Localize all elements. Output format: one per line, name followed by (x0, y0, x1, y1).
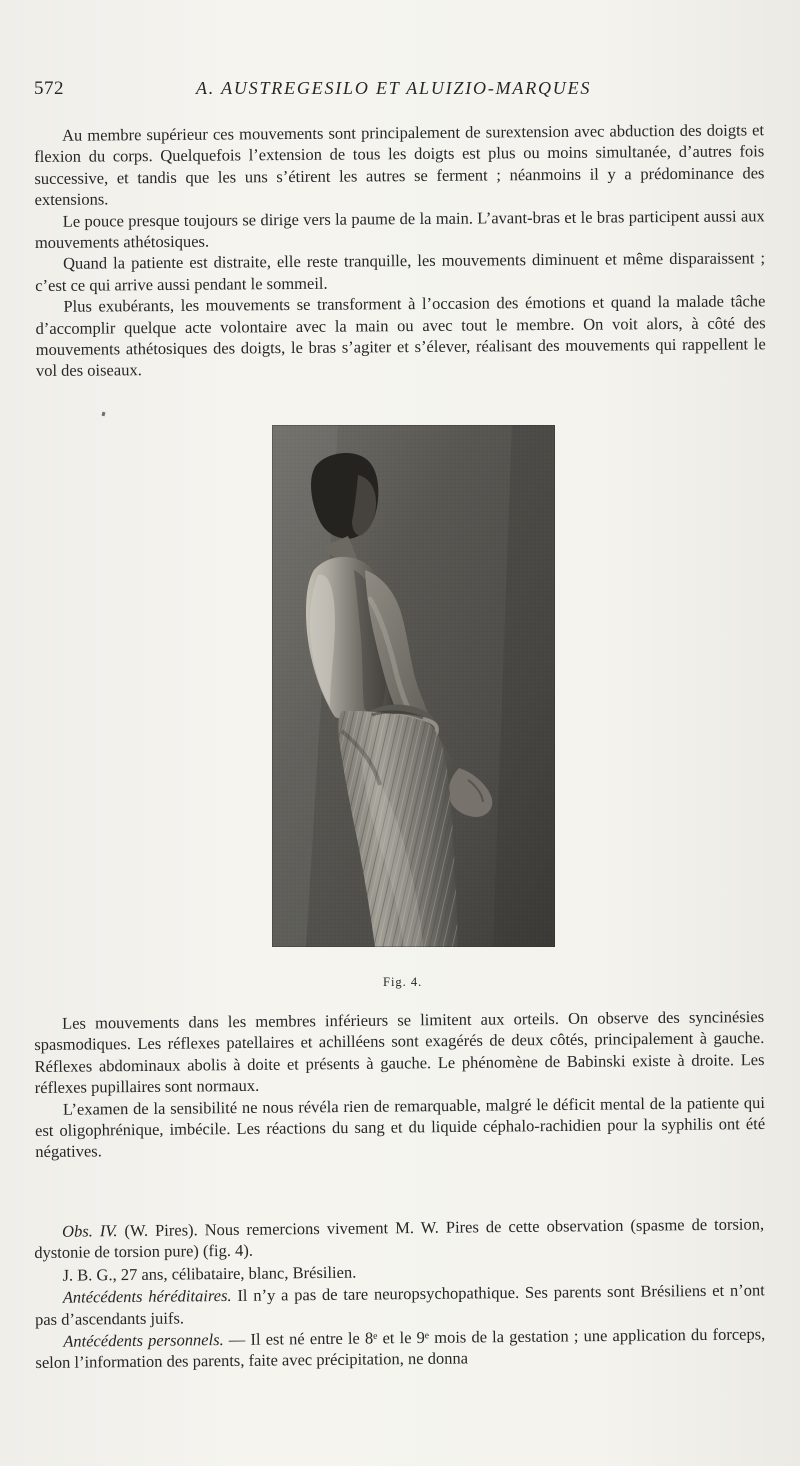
page-number: 572 (34, 78, 64, 99)
paragraph-text: Quand la patiente est distraite, elle reste tranquille, les mouvements diminuent et même disparaissent ; c’est ce qui arrive aussi pendant le sommeil. (35, 248, 766, 295)
paragraph-text: Les mouvements dans les membres inférieurs se limitent aux orteils. On observe des syncinésies spasmodiques. Les réflexes patellaires et achilléens sont exagérés de deux côtés, principalement à gauche. Réflexes abdominaux abolis à doite et présents à gauche. Le phénomène de Babinski existe à droite. Les réflexes pupillaires sont normaux. (34, 1006, 765, 1098)
hereditary-history-heading: Antécédents héréditaires. (62, 1286, 232, 1307)
ink-mark (102, 412, 106, 417)
paragraph-text: L’examen de la sensibilité ne nous révéla rien de remarquable, malgré le déficit mental de la patiente qui est oligophrénique, imbécile. Les réactions du sang et du liquide céphalo-rachidien pour la syphilis ont été négatives. (35, 1092, 766, 1162)
hereditary-history-text: Il n’y a pas de tare neuropsychopathique. Ses parents sont Brésiliens et n’ont pas d’ascendants juifs. (34, 1280, 765, 1329)
paragraph-text: Le pouce presque toujours se dirige vers la paume de la main. L’avant-bras et le bras participent aussi aux mouvements athétosiques. (34, 205, 765, 253)
figure-caption: Fig. 4. (383, 975, 423, 989)
paragraph-text: Plus exubérants, les mouvements se transforment à l’occasion des émotions et quand la malade tâche d’accomplir quelque acte volontaire avec la main ou avec tout le membre. On voit alors, à côté des mouvements athétosiques des doigts, le bras s’agiter et s’élever, réalisant des mouvements qui rappellent le vol des oiseaux. (35, 291, 766, 381)
paragraph-sensitivity (35, 1092, 766, 1163)
running-head: A. AUSTREGESILO ET ALUIZIO-MARQUES (196, 78, 592, 98)
personal-history-heading: Antécédents personnels. (63, 1330, 224, 1351)
paragraph-upper-extremity (34, 119, 765, 210)
observation-section (34, 1213, 766, 1373)
figure-photograph (272, 425, 555, 947)
paragraph-personal-history (35, 1323, 765, 1373)
personal-history-text: — Il est né entre le 8ᵉ et le 9ᵉ mois de la gestation ; une application du forceps, selon l’information des parents, faite avec précipitation, ne donna (35, 1324, 766, 1373)
paragraph-distracted (35, 248, 765, 297)
paragraph-text: Au membre supérieur ces mouvements sont principalement de surextension avec abduction des doigts et flexion du corps. Quelquefois l’extension de tous les doigts est plus ou moins simultanée, d’autres fois successive, et tandis que les uns s’étirent les autres se ferment ; néanmoins il y a prédominance des extensions. (34, 120, 765, 210)
patient-photograph (272, 425, 555, 947)
paragraph-lower-extremities (34, 1006, 765, 1099)
lower-text-section (34, 1006, 765, 1163)
paragraph-exuberant (35, 291, 766, 382)
paragraph-thumb (35, 205, 765, 254)
patient-identity-text: J. B. G., 27 ans, célibataire, blanc, Brésilien. (62, 1262, 357, 1285)
observation-heading: Obs. IV. (62, 1221, 118, 1241)
paragraph-hereditary-history (35, 1280, 765, 1330)
paragraph-observation (34, 1213, 764, 1263)
observation-text: (W. Pires). Nous remercions vivement M. W. Pires de cette observation (spasme de torsion, dystonie de torsion pure) (fig. 4). (34, 1214, 765, 1263)
page-header (34, 78, 734, 108)
upper-text-section (34, 119, 766, 382)
